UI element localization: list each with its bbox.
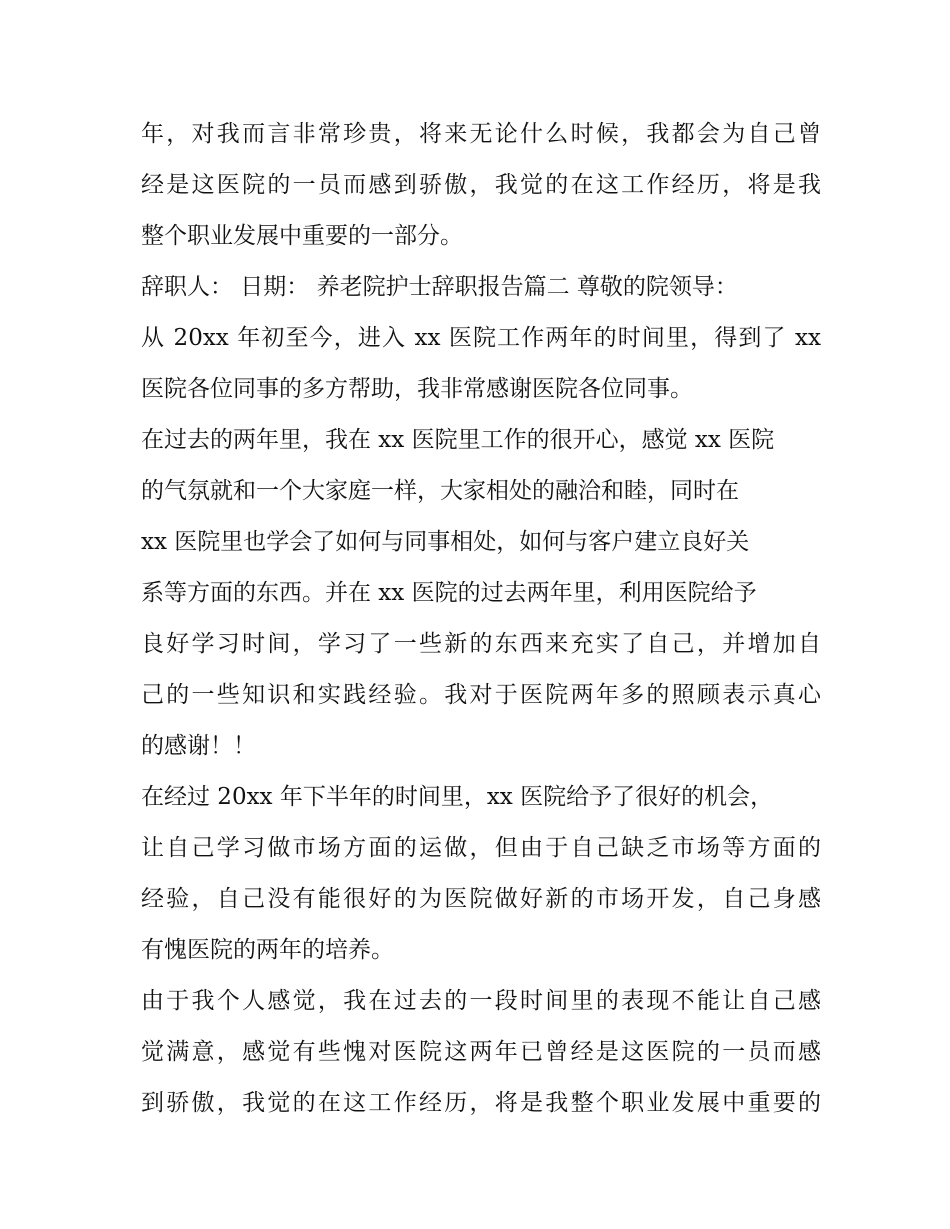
text-line: 经验，自己没有能很好的为医院做好新的市场开发，自己身感 xyxy=(141,886,821,912)
text-line: 在过去的两年里，我在 xx 医院里工作的很开心，感觉 xx 医院 xyxy=(141,427,775,453)
text-line: 整个职业发展中重要的一部分。 xyxy=(141,223,463,249)
text-line: xx 医院里也学会了如何与同事相处，如何与客户建立良好关 xyxy=(141,529,750,555)
text-line: 医院各位同事的多方帮助，我非常感谢医院各位同事。 xyxy=(141,376,693,402)
text-line: 的感谢！！ xyxy=(141,733,256,759)
text-line: 辞职人： 日期： 养老院护士辞职报告篇二 尊敬的院领导： xyxy=(141,274,738,300)
text-line: 的气氛就和一个大家庭一样，大家相处的融洽和睦，同时在 xyxy=(141,478,739,504)
text-line: 年，对我而言非常珍贵，将来无论什么时候，我都会为自己曾 xyxy=(141,121,821,147)
text-line: 由于我个人感觉，我在过去的一段时间里的表现不能让自己感 xyxy=(141,988,821,1014)
text-line: 有愧医院的两年的培养。 xyxy=(141,937,394,963)
text-line: 觉满意，感觉有些愧对医院这两年已曾经是这医院的一员而感 xyxy=(141,1039,821,1065)
text-line: 经是这医院的一员而感到骄傲，我觉的在这工作经历，将是我 xyxy=(141,172,821,198)
text-line: 己的一些知识和实践经验。我对于医院两年多的照顾表示真心 xyxy=(141,682,821,708)
document-body xyxy=(141,109,821,1129)
text-line: 在经过 20xx 年下半年的时间里，xx 医院给予了很好的机会， xyxy=(141,784,774,810)
text-line: 良好学习时间，学习了一些新的东西来充实了自己，并增加自 xyxy=(141,631,821,657)
text-line: 让自己学习做市场方面的运做，但由于自己缺乏市场等方面的 xyxy=(141,835,821,861)
text-line: 从 20xx 年初至今，进入 xx 医院工作两年的时间里，得到了 xx xyxy=(141,325,821,351)
text-line: 系等方面的东西。并在 xx 医院的过去两年里，利用医院给予 xyxy=(141,580,757,606)
text-line: 到骄傲，我觉的在这工作经历，将是我整个职业发展中重要的 xyxy=(141,1090,821,1116)
